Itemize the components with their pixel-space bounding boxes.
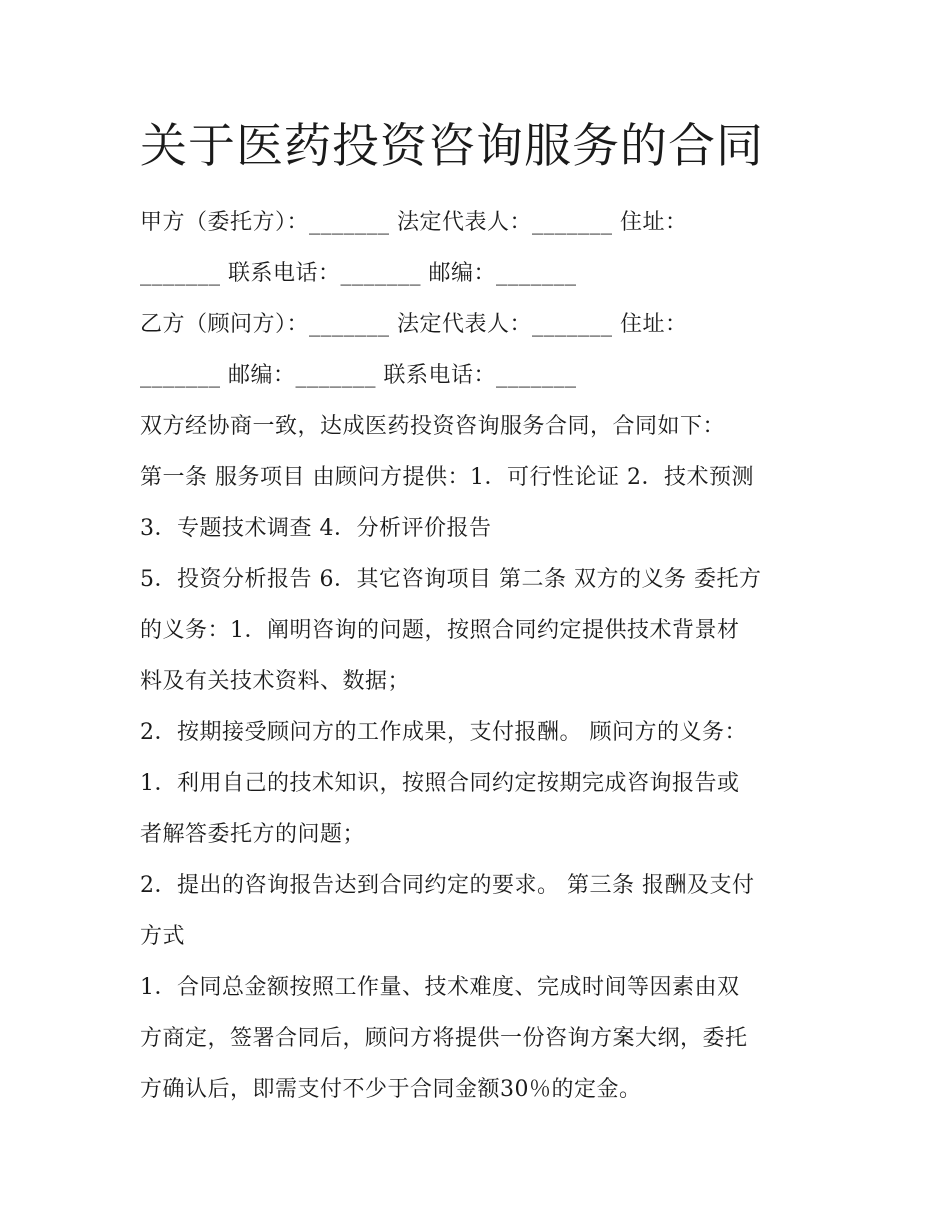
article-3-line-4: 方商定，签署合同后，顾问方将提供一份咨询方案大纲，委托 [140,1026,748,1051]
article-2-line-6: 者解答委托方的问题； [140,822,366,847]
party-b-line-1: 乙方（顾问方）：_______ 法定代表人：_______ 住址： [140,312,688,337]
article-3-line-3: 1．合同总金额按照工作量、技术难度、完成时间等因素由双 [140,975,740,1000]
article-3-line-5: 方确认后，即需支付不少于合同金额30％的定金。 [140,1077,642,1102]
article-2-line-2: 的义务：1．阐明咨询的问题，按照合同约定提供技术背景材 [140,618,740,643]
agreement-intro: 双方经协商一致，达成医药投资咨询服务合同，合同如下： [140,414,726,439]
document-page [140,112,820,1115]
article-2-line-1: 5．投资分析报告 6．其它咨询项目 第二条 双方的义务 委托方 [140,567,762,592]
article-2-line-3: 料及有关技术资料、数据； [140,669,411,694]
article-3-line-2: 方式 [140,924,186,949]
party-b-line-2: _______ 邮编：_______ 联系电话：_______ [140,363,577,388]
party-a-line-2: _______ 联系电话：_______ 邮编：_______ [140,261,577,286]
article-1-line-2: 3．专题技术调查 4．分析评价报告 [140,516,492,541]
document-title: 关于医药投资咨询服务的合同 [140,119,764,174]
article-1-line-1: 第一条 服务项目 由顾问方提供：1．可行性论证 2．技术预测 [140,465,754,490]
party-a-line-1: 甲方（委托方）：_______ 法定代表人：_______ 住址： [140,210,688,235]
article-3-line-1: 2．提出的咨询报告达到合同约定的要求。 第三条 报酬及支付 [140,873,755,898]
article-2-line-5: 1．利用自己的技术知识，按照合同约定按期完成咨询报告或 [140,771,740,796]
article-2-line-4: 2．按期接受顾问方的工作成果，支付报酬。 顾问方的义务： [140,720,747,745]
document-body [140,197,820,1115]
